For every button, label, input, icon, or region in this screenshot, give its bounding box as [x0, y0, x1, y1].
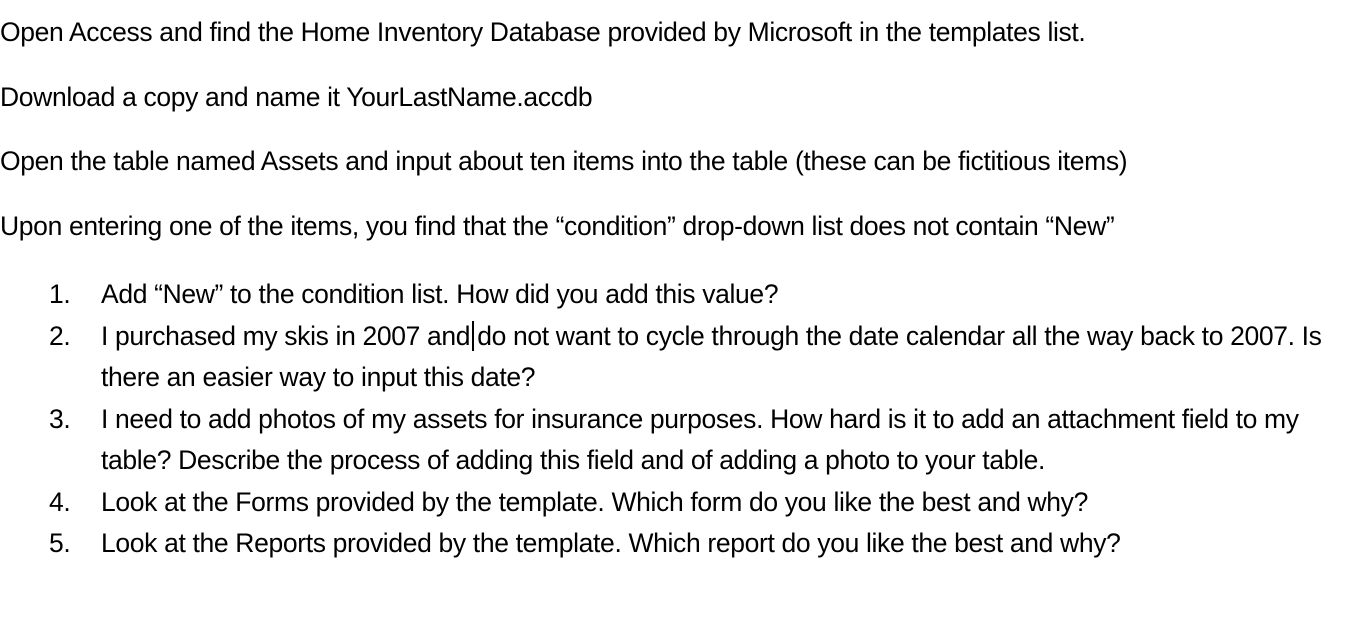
question-text-before-caret: I purchased my skis in 2007 and	[101, 320, 471, 351]
question-item-2	[0, 316, 1352, 399]
question-number: 4.	[49, 486, 71, 517]
question-number: 5.	[49, 528, 71, 558]
question-text-after-caret: do not want to cycle through the date calendar all the way back to 2007. Is there an easier way to input this date?	[101, 320, 1322, 392]
text-cursor-caret[interactable]	[472, 321, 474, 351]
question-number: 2.	[49, 320, 71, 351]
instruction-paragraph-open-access: Open Access and find the Home Inventory Database provided by Microsoft in the templates list.	[0, 17, 1086, 47]
question-item-1	[0, 274, 1352, 316]
question-number: 1.	[49, 279, 71, 309]
instruction-paragraph-condition-list: Upon entering one of the items, you find that the “condition” drop-down list does not contain “New”	[0, 211, 1115, 241]
question-text: Look at the Forms provided by the template. Which form do you like the best and why?	[101, 486, 1088, 517]
question-list	[0, 274, 1352, 565]
instruction-paragraph-download-copy: Download a copy and name it YourLastName.accdb	[0, 82, 593, 112]
question-item-4	[0, 482, 1352, 524]
question-number: 3.	[49, 403, 71, 434]
instruction-paragraph-open-assets-table: Open the table named Assets and input about ten items into the table (these can be fictitious items)	[0, 146, 1128, 176]
question-text: I need to add photos of my assets for insurance purposes. How hard is it to add an attachment field to my table? Describe the process of adding this field and of adding a photo to your table.	[101, 403, 1299, 475]
question-text	[101, 316, 1326, 399]
question-item-3	[0, 399, 1352, 482]
question-item-5	[0, 523, 1352, 565]
question-text: Add “New” to the condition list. How did you add this value?	[101, 279, 779, 309]
question-text: Look at the Reports provided by the template. Which report do you like the best and why?	[101, 528, 1121, 558]
